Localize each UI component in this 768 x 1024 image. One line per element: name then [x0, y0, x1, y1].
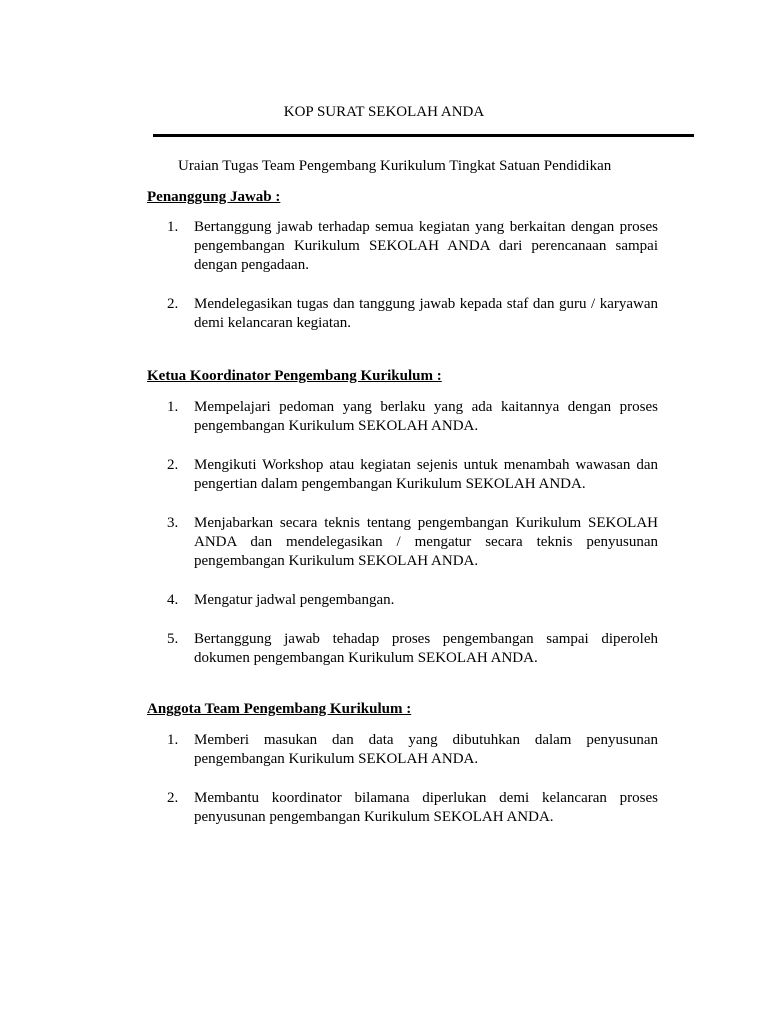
section-heading-ketua-koordinator: Ketua Koordinator Pengembang Kurikulum : — [147, 368, 442, 384]
list-item — [147, 591, 658, 610]
list-item-text: Bertanggung jawab terhadap semua kegiatan yang berkaitan dengan proses pengembangan Kurikulum SEKOLAH ANDA dari perencanaan sampai dengan pengadaan. — [194, 219, 658, 273]
list-item — [147, 398, 658, 436]
list-item-text: Mendelegasikan tugas dan tanggung jawab kepada staf dan guru / karyawan demi kelancaran kegiatan. — [194, 296, 658, 331]
section-list-anggota-team — [147, 731, 658, 847]
list-item-text: Mengatur jadwal pengembangan. — [194, 592, 395, 608]
list-item-text: Menjabarkan secara teknis tentang pengembangan Kurikulum SEKOLAH ANDA dan mendelegasikan / mengatur secara teknis penyusunan pengembangan Kurikulum SEKOLAH ANDA. — [194, 515, 658, 569]
letterhead-divider — [153, 134, 694, 137]
list-item-number: 3. — [167, 515, 179, 531]
list-item-number: 2. — [167, 457, 179, 473]
list-item — [147, 514, 658, 571]
list-item-number: 5. — [167, 631, 179, 647]
list-item-number: 1. — [167, 732, 179, 748]
list-item-number: 1. — [167, 219, 179, 235]
list-item-text: Bertanggung jawab tehadap proses pengembangan sampai diperoleh dokumen pengembangan Kurikulum SEKOLAH ANDA. — [194, 631, 658, 666]
section-list-ketua-koordinator — [147, 398, 658, 688]
list-item-number: 2. — [167, 790, 179, 806]
list-item-number: 4. — [167, 592, 179, 608]
list-item — [147, 456, 658, 494]
document-subtitle: Uraian Tugas Team Pengembang Kurikulum Tingkat Satuan Pendidikan — [178, 158, 612, 174]
list-item — [147, 731, 658, 769]
letterhead-title: KOP SURAT SEKOLAH ANDA — [283, 104, 485, 120]
list-item — [147, 789, 658, 827]
list-item-text: Mempelajari pedoman yang berlaku yang ada kaitannya dengan proses pengembangan Kurikulum SEKOLAH ANDA. — [194, 399, 658, 434]
list-item-text: Membantu koordinator bilamana diperlukan demi kelancaran proses penyusunan pengembangan Kurikulum SEKOLAH ANDA. — [194, 790, 658, 825]
list-item-number: 2. — [167, 296, 179, 312]
list-item — [147, 630, 658, 668]
list-item-text: Memberi masukan dan data yang dibutuhkan dalam penyusunan pengembangan Kurikulum SEKOLAH ANDA. — [194, 732, 658, 767]
list-item-number: 1. — [167, 399, 179, 415]
section-list-penanggung-jawab — [147, 218, 658, 353]
section-heading-penanggung-jawab: Penanggung Jawab : — [147, 189, 281, 205]
list-item-text: Mengikuti Workshop atau kegiatan sejenis untuk menambah wawasan dan pengertian dalam pengembangan Kurikulum SEKOLAH ANDA. — [194, 457, 658, 492]
list-item — [147, 218, 658, 275]
list-item — [147, 295, 658, 333]
section-heading-anggota-team: Anggota Team Pengembang Kurikulum : — [147, 701, 412, 717]
